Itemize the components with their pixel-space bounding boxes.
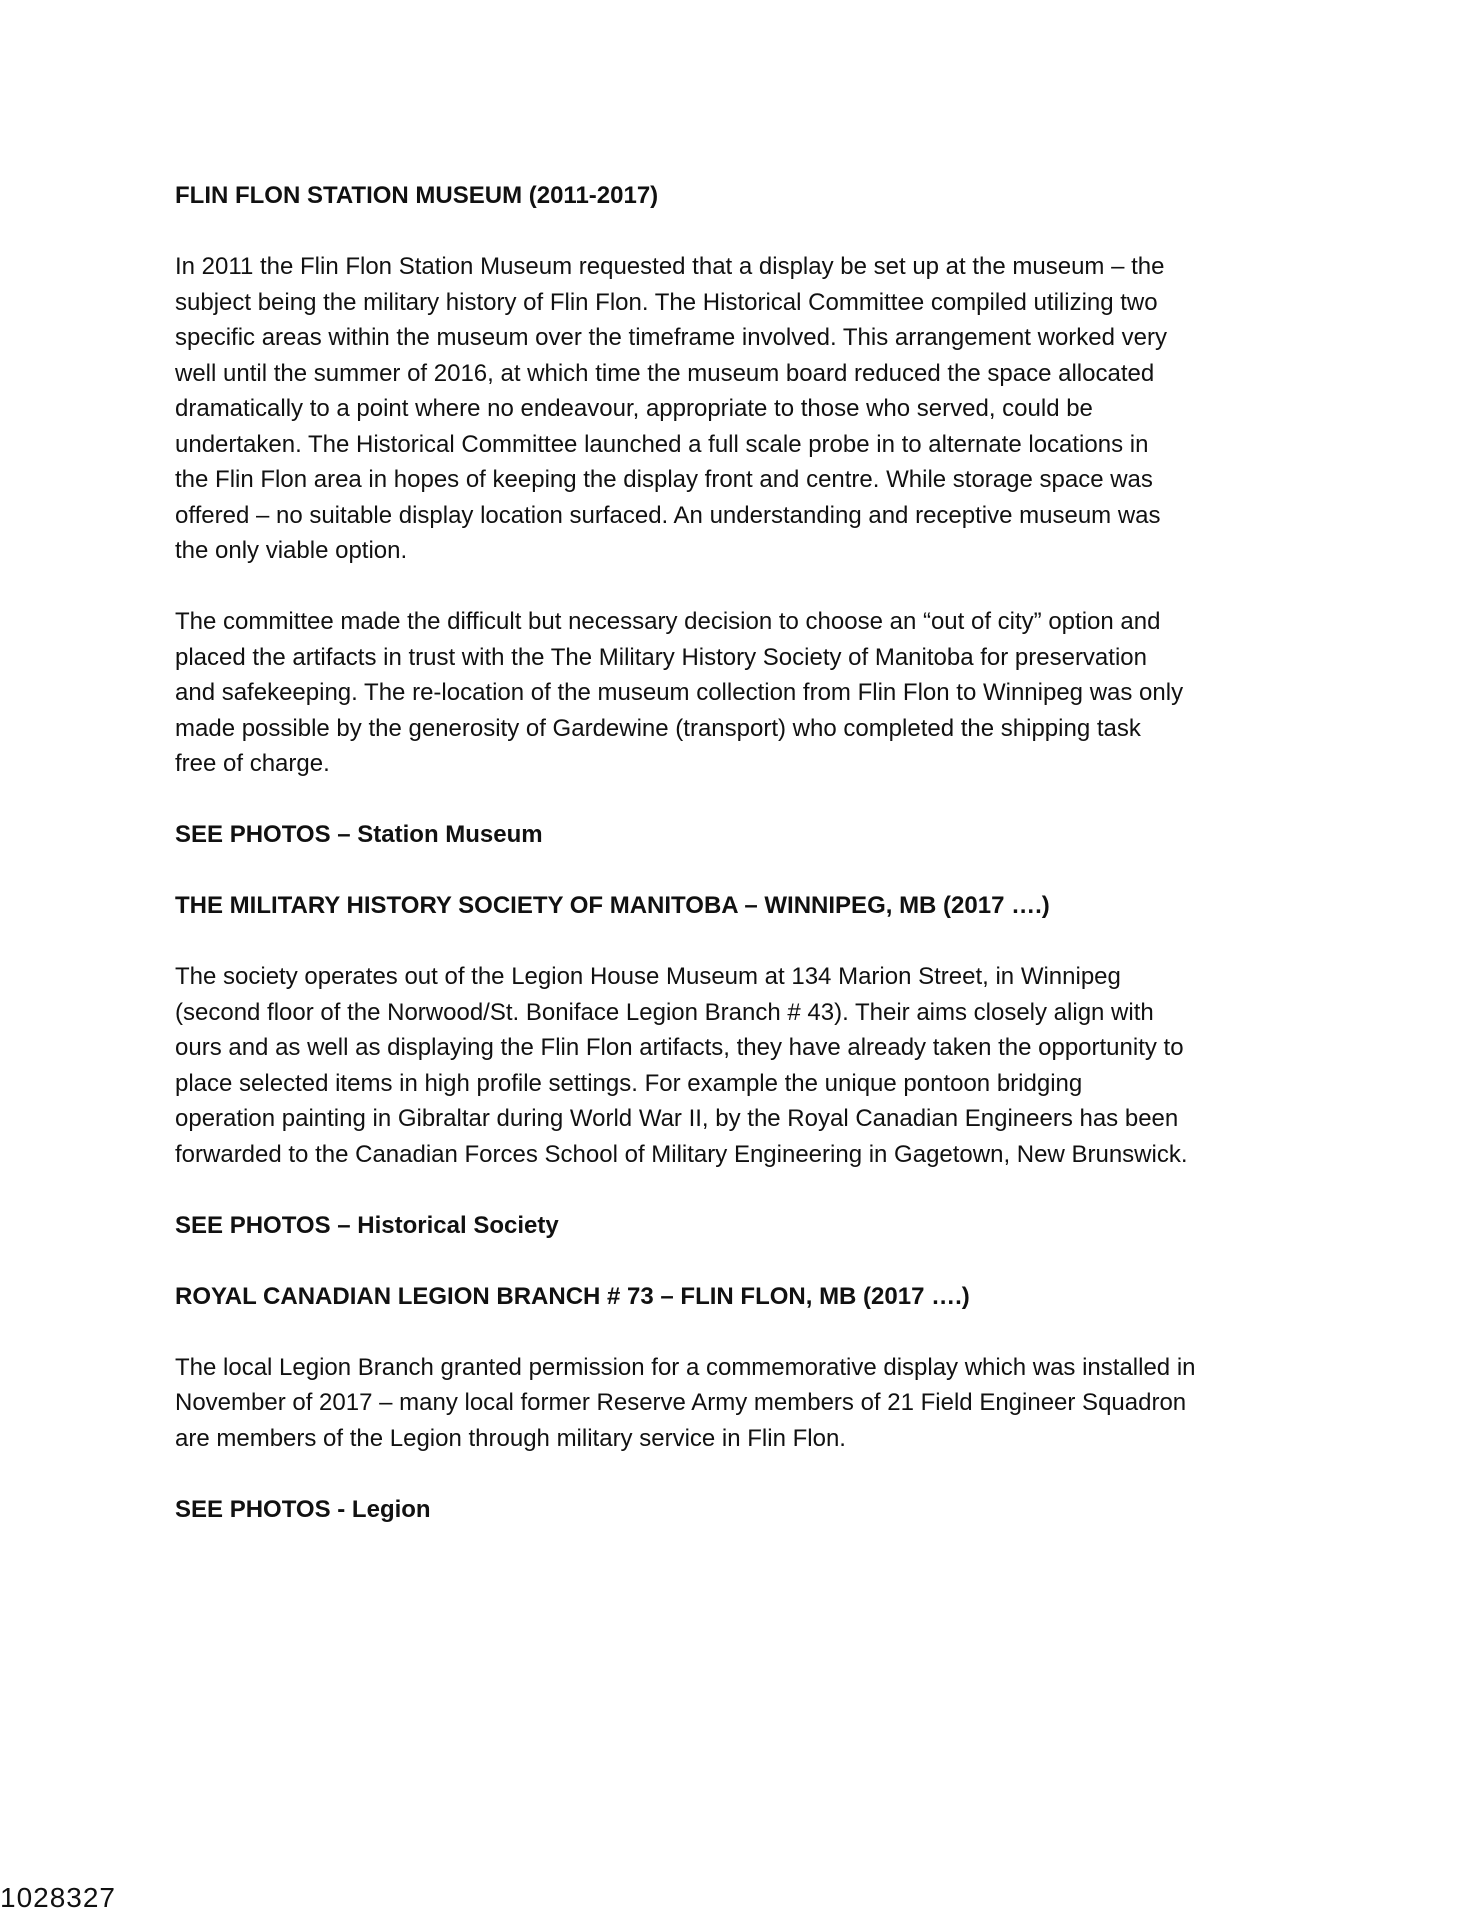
- text-line: The committee made the difficult but necessary decision to choose an “out of city” option and: [175, 608, 1161, 635]
- text-line: The local Legion Branch granted permission for a commemorative display which was installed in: [175, 1353, 1196, 1381]
- text-line: the only viable option.: [175, 537, 408, 564]
- paragraph-station-museum-2: [175, 604, 1335, 782]
- text-line: are members of the Legion through military service in Flin Flon.: [175, 1424, 846, 1452]
- spacer: [175, 853, 1335, 889]
- text-line: place selected items in high profile settings. For example the unique pontoon bridging: [175, 1069, 1083, 1097]
- section-heading-military-history-society: THE MILITARY HISTORY SOCIETY OF MANITOBA – WINNIPEG, MB (2017 ….): [175, 892, 1050, 919]
- text-line: dramatically to a point where no endeavour, appropriate to those who served, could be: [175, 395, 1093, 422]
- spacer: [175, 214, 1335, 250]
- text-line: undertaken. The Historical Committee launched a full scale probe in to alternate locations in: [175, 430, 1149, 458]
- text-line: subject being the military history of Flin Flon. The Historical Committee compiled utilizing two: [175, 288, 1158, 316]
- text-line: The society operates out of the Legion House Museum at 134 Marion Street, in Winnipeg: [175, 963, 1121, 990]
- section-heading-station-museum: FLIN FLON STATION MUSEUM (2011-2017): [175, 182, 659, 209]
- spacer: [175, 1172, 1335, 1208]
- text-line: specific areas within the museum over the timeframe involved. This arrangement worked very: [175, 324, 1167, 351]
- paragraph-station-museum-1: [175, 249, 1335, 569]
- spacer: [175, 782, 1335, 818]
- section-heading-legion-branch: ROYAL CANADIAN LEGION BRANCH # 73 – FLIN FLON, MB (2017 ….): [175, 1282, 970, 1310]
- text-line: (second floor of the Norwood/St. Boniface Legion Branch # 43). Their aims closely align with: [175, 998, 1154, 1026]
- spacer: [175, 1456, 1335, 1492]
- document-id: 1028327: [0, 1882, 117, 1913]
- spacer: [175, 924, 1335, 960]
- text-line: placed the artifacts in trust with the The Military History Society of Manitoba for preservation: [175, 643, 1147, 671]
- text-line: well until the summer of 2016, at which time the museum board reduced the space allocated: [175, 359, 1155, 387]
- text-line: forwarded to the Canadian Forces School of Military Engineering in Gagetown, New Brunswick.: [175, 1140, 1188, 1168]
- spacer: [175, 569, 1335, 605]
- text-line: the Flin Flon area in hopes of keeping the display front and centre. While storage space was: [175, 466, 1153, 493]
- text-line: and safekeeping. The re-location of the museum collection from Flin Flon to Winnipeg was only: [175, 679, 1184, 706]
- text-line: operation painting in Gibraltar during World War II, by the Royal Canadian Engineers has been: [175, 1105, 1179, 1132]
- text-line: In 2011 the Flin Flon Station Museum requested that a display be set up at the museum – the: [175, 253, 1165, 280]
- document-page: [175, 178, 1335, 1527]
- text-line: ours and as well as displaying the Flin Flon artifacts, they have already taken the opportunity to: [175, 1034, 1184, 1061]
- spacer: [175, 1243, 1335, 1279]
- see-photos-station-museum: SEE PHOTOS – Station Museum: [175, 821, 543, 848]
- text-line: offered – no suitable display location surfaced. An understanding and receptive museum was: [175, 501, 1161, 529]
- text-line: made possible by the generosity of Gardewine (transport) who completed the shipping task: [175, 714, 1141, 742]
- spacer: [175, 1314, 1335, 1350]
- see-photos-legion: SEE PHOTOS - Legion: [175, 1495, 431, 1523]
- text-line: free of charge.: [175, 750, 330, 777]
- text-line: November of 2017 – many local former Reserve Army members of 21 Field Engineer Squadron: [175, 1389, 1187, 1416]
- paragraph-legion-branch: [175, 1350, 1335, 1457]
- paragraph-military-history-society: [175, 959, 1335, 1172]
- see-photos-historical-society: SEE PHOTOS – Historical Society: [175, 1211, 559, 1239]
